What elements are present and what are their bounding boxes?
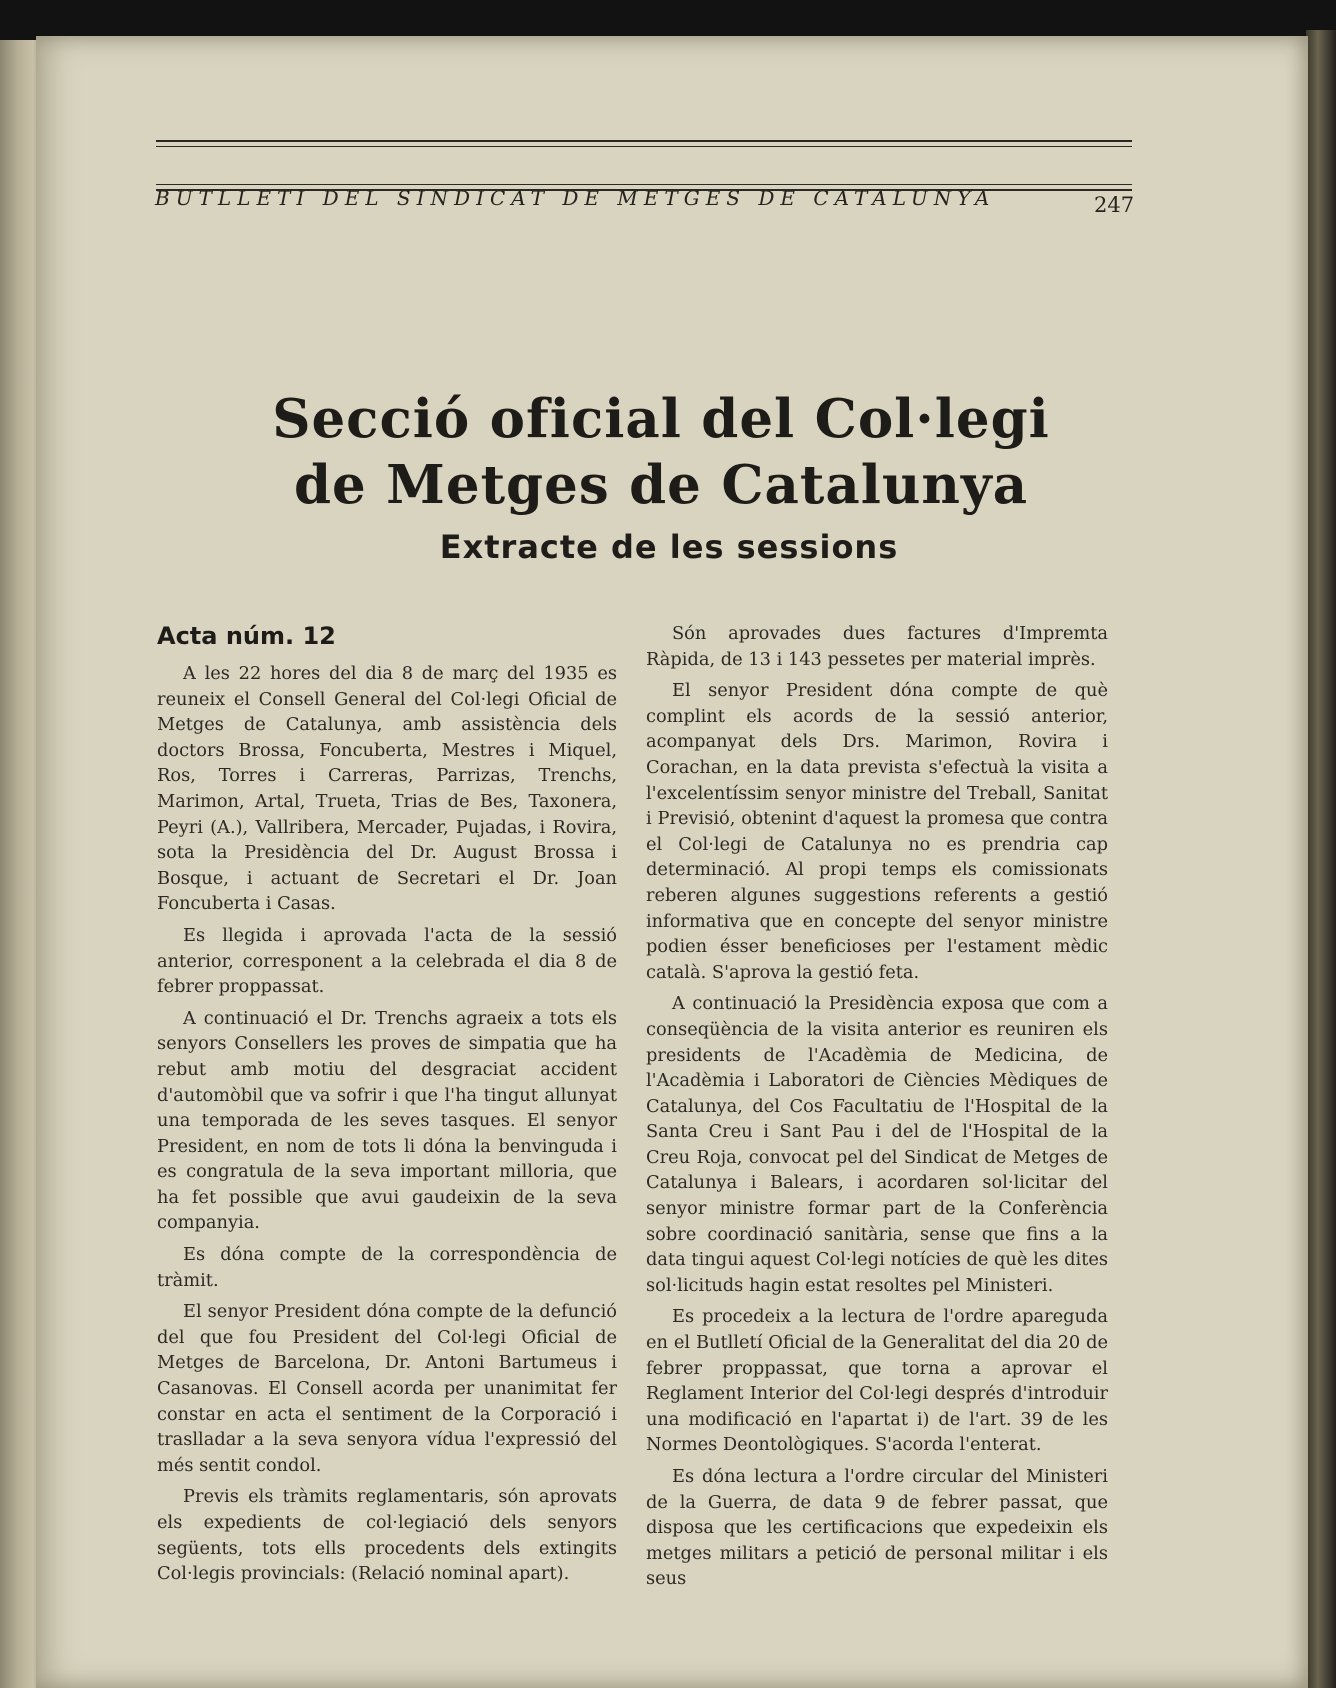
- section-title-line-2: de Metges de Catalunya: [293, 454, 1029, 516]
- page-number: 247: [1094, 193, 1135, 217]
- paragraph: A continuació el Dr. Trenchs agraeix a tots els senyors Consellers les proves de simpatia que ha rebut amb motiu del desgraciat accident d'automòbil que va sofrir i que l'ha tingut allunyat una temporada de les seves tasques. El senyor President, en nom de tots li dóna la benvinguda i es congratula de la seva important milloria, que ha fet possible que avui gaudeixin de la seva companyia.: [157, 1007, 617, 1234]
- paragraph: Són aprovades dues factures d'Impremta Ràpida, de 13 i 143 pessetes per material imprès.: [646, 623, 1108, 670]
- paragraph: El senyor President dóna compte de la defunció del que fou President del Col·legi Oficial de Metges de Barcelona, Dr. Antoni Bartumeus i Casanovas. El Consell acorda per unanimitat fer constar en acta el sentiment de la Corporació i traslladar a la seva senyora vídua l'expressió del més sentit condol.: [157, 1301, 617, 1476]
- paragraph: Es procedeix a la lectura de l'ordre apareguda en el Butlletí Oficial de la Generalitat del dia 20 de febrer proppassat, que torna a aprovar el Reglament Interior del Col·legi després d'introduir una modificació en l'apartat i) de l'art. 39 de les Normes Deontològiques. S'acorda l'enterat.: [646, 1306, 1108, 1456]
- header-rule-bottom: [156, 184, 1132, 185]
- running-head-title: BUTLLETI DEL SINDICAT DE METGES DE CATALUNYA: [155, 186, 996, 210]
- header-rule-bottom-2: [156, 189, 1132, 191]
- paragraph: Es llegida i aprovada l'acta de la sessió anterior, corresponent a la celebrada el dia 8 de febrer proppassat.: [157, 924, 617, 998]
- journal-page: [36, 36, 1308, 1688]
- left-column: [157, 621, 617, 1593]
- acta-heading: Acta núm. 12: [157, 622, 336, 650]
- paragraph: A les 22 hores del dia 8 de març del 1935 es reuneix el Consell General del Col·legi Oficial de Metges de Catalunya, amb assistència dels doctors Brossa, Foncuberta, Mestres i Miquel, Ros, Torres i Carreras, Parrizas, Trenchs, Marimon, Artal, Trueta, Trias de Bes, Taxonera, Peyri (A.), Vallribera, Mercader, Pujadas, i Rovira, sota la Presidència del Dr. August Brossa i Bosque, i actuant de Secretari el Dr. Joan Foncuberta i Casas.: [157, 663, 617, 915]
- section-subtitle: Extracte de les sessions: [439, 528, 899, 566]
- paragraph: Es dóna lectura a l'ordre circular del Ministeri de la Guerra, de data 9 de febrer passat, que disposa que les certificacions que expedeixin els metges militars a petició de personal militar i els seus: [646, 1466, 1108, 1590]
- section-title-line-1: Secció oficial del Col·legi: [272, 388, 1050, 450]
- right-column: [646, 621, 1108, 1598]
- header-rule-top-2: [156, 146, 1132, 147]
- paragraph: Es dóna compte de la correspondència de tràmit.: [157, 1244, 617, 1291]
- paragraph: A continuació la Presidència exposa que com a conseqüència de la visita anterior es reuniren els presidents de l'Acadèmia de Medicina, de l'Acadèmia i Laboratori de Ciències Mèdiques de Catalunya, del Cos Facultatiu de l'Hospital de la Santa Creu i Sant Pau i del de l'Hospital de la Creu Roja, convocat pel del Sindicat de Metges de Catalunya i Balears, i acordaren sol·licitar del senyor ministre formar part de la Conferència sobre coordinació sanitària, sense que fins a la data tingui aquest Col·legi notícies de què les dites sol·licituds hagin estat resoltes pel Ministeri.: [646, 993, 1108, 1296]
- paragraph: Previs els tràmits reglamentaris, són aprovats els expedients de col·legiació dels senyors següents, tots ells procedents dels extingits Col·legis provincials: (Relació nominal apart).: [157, 1486, 617, 1585]
- paragraph: El senyor President dóna compte de què complint els acords de la sessió anterior, acompanyat dels Drs. Marimon, Rovira i Corachan, en la data prevista s'efectuà la visita a l'excelentíssim senyor ministre del Treball, Sanitat i Previsió, obtenint d'aquest la promesa que contra el Col·legi de Catalunya no es prendria cap determinació. Al propi temps els comissionats reberen algunes suggestions referents a gestió informativa que en concepte del senyor ministre podien ésser beneficioses per l'estament mèdic català. S'aprova la gestió feta.: [646, 680, 1108, 983]
- header-rule-top: [156, 140, 1132, 142]
- right-page-edge: [1306, 30, 1336, 1688]
